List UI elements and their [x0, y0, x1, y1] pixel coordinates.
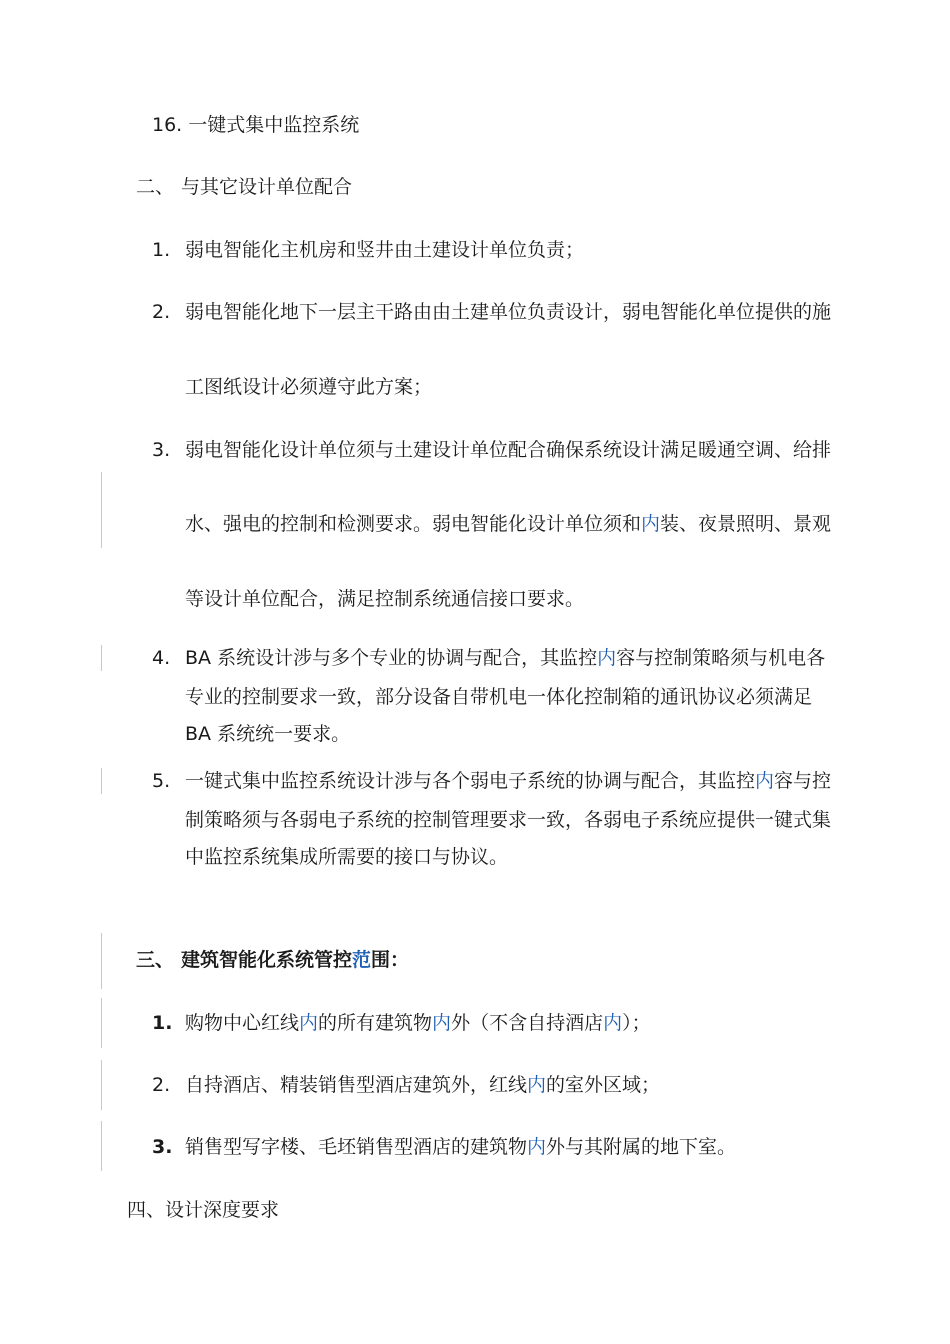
text-run: 的室外区域； — [546, 1074, 661, 1096]
text-run: 销售型写字楼、毛坯销售型酒店的建筑物 — [185, 1136, 528, 1158]
section-heading — [181, 947, 409, 973]
list-item-text: 制策略须与各弱电子系统的控制管理要求一致，各弱电子系统应提供一键式集 — [185, 809, 832, 831]
list-item-text: 等设计单位配合，满足控制系统通信接口要求。 — [185, 588, 585, 610]
list-item-text: 弱电智能化地下一层主干路由由土建单位负责设计，弱电智能化单位提供的施 — [185, 301, 832, 323]
text-run: 外（不含自持酒店 — [451, 1012, 604, 1034]
text-run: 容与控制策略须与机电各 — [616, 647, 826, 669]
revised-text: 内 — [527, 1074, 547, 1096]
text-run: 一键式集中监控系统设计涉与各个弱电子系统的协调与配合，其监控 — [185, 770, 756, 792]
text-run: BA 系统设计涉与多个专业的协调与配合，其监控 — [185, 647, 598, 669]
text-run: 建筑智能化系统管控 — [181, 949, 353, 971]
list-item-text: 专业的控制要求一致，部分设备自带机电一体化控制箱的通讯协议必须满足 — [185, 686, 813, 708]
list-item-text — [185, 1134, 736, 1160]
list-number: 4. — [152, 647, 171, 669]
list-number: 2. — [152, 301, 171, 323]
list-item-text — [185, 1010, 651, 1036]
revised-text: 内 — [755, 770, 775, 792]
revised-text: 内 — [299, 1012, 319, 1034]
section-heading: 四、设计深度要求 — [127, 1199, 280, 1221]
text-run: 装、夜景照明、景观 — [660, 513, 832, 535]
revision-bar — [101, 933, 102, 989]
text-run: 外与其附属的地下室。 — [546, 1136, 737, 1158]
revised-text: 内 — [597, 647, 617, 669]
list-number: 3. — [152, 1136, 173, 1158]
list-item-text: 中监控系统集成所需要的接口与协议。 — [185, 846, 509, 868]
revision-bar — [101, 1121, 102, 1171]
revised-text: 内 — [641, 513, 661, 535]
list-number: 1. — [152, 1012, 173, 1034]
text-run: 容与控 — [774, 770, 832, 792]
list-item-text: BA 系统统一要求。 — [185, 723, 351, 745]
list-item-16: 16. 一键式集中监控系统 — [152, 114, 360, 136]
list-number: 3. — [152, 439, 171, 461]
revision-bar — [101, 1060, 102, 1110]
list-item-text — [185, 1072, 660, 1098]
list-item-text — [185, 511, 831, 537]
list-number: 1. — [152, 239, 171, 261]
text-run: 围： — [371, 949, 410, 971]
revised-text: 内 — [432, 1012, 452, 1034]
revision-bar — [101, 768, 102, 794]
text-run: 自持酒店、精装销售型酒店建筑外，红线 — [185, 1074, 528, 1096]
list-item-text — [185, 768, 831, 794]
revised-text: 内 — [603, 1012, 623, 1034]
section-heading: 与其它设计单位配合 — [181, 176, 353, 198]
revision-bar — [101, 645, 102, 671]
text-run: 水、强电的控制和检测要求。弱电智能化设计单位须和 — [185, 513, 642, 535]
section-number: 三、 — [136, 949, 175, 971]
revision-bar — [101, 998, 102, 1048]
list-item-text: 工图纸设计必须遵守此方案； — [185, 376, 433, 398]
list-item-text: 弱电智能化设计单位须与土建设计单位配合确保系统设计满足暖通空调、给排 — [185, 439, 832, 461]
list-number: 5. — [152, 770, 171, 792]
section-number: 二、 — [136, 176, 175, 198]
revised-text: 范 — [352, 949, 372, 971]
text-run: 购物中心红线 — [185, 1012, 300, 1034]
revision-bar — [101, 472, 102, 548]
text-run: ）； — [622, 1012, 651, 1034]
text-run: 的所有建筑物 — [318, 1012, 433, 1034]
list-item-text: 弱电智能化主机房和竖井由土建设计单位负责； — [185, 239, 585, 261]
list-item-text — [185, 645, 825, 671]
list-number: 2. — [152, 1074, 171, 1096]
revised-text: 内 — [527, 1136, 547, 1158]
